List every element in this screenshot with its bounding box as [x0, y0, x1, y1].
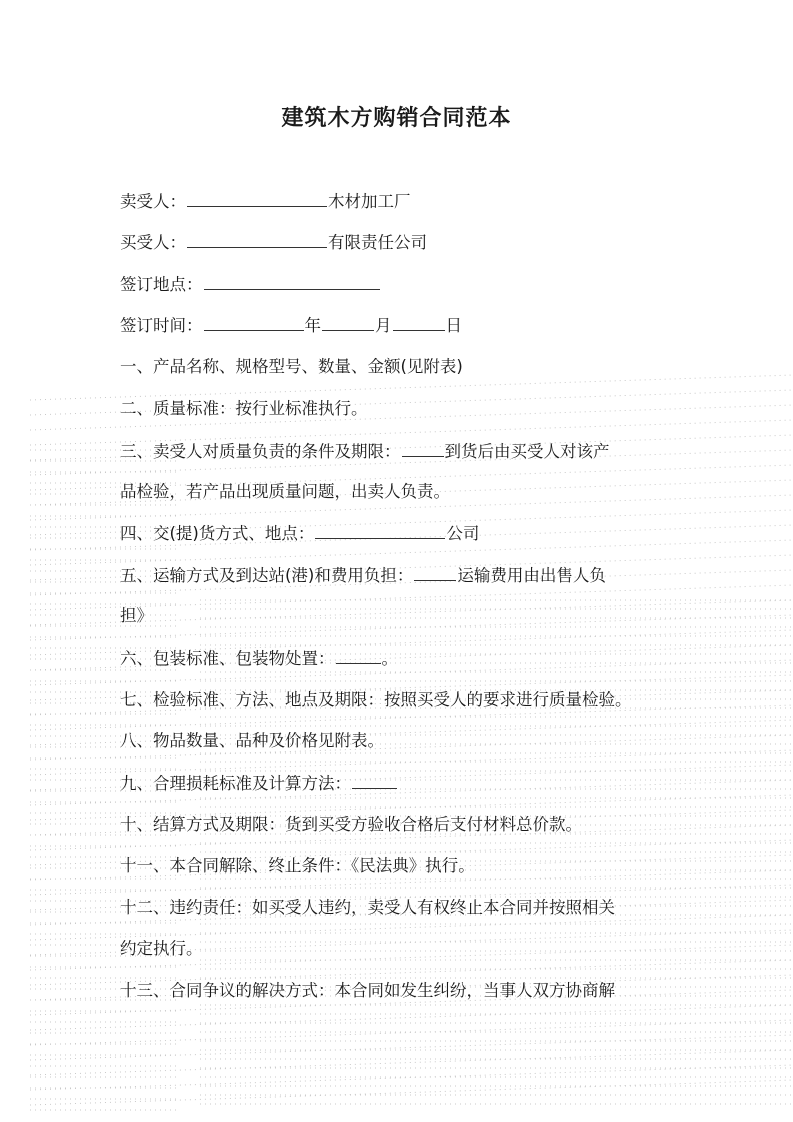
clause-6-blank[interactable]: [336, 647, 381, 664]
signing-place-line: [120, 273, 680, 296]
day-label: 日: [445, 316, 462, 335]
clause-6-text: 六、包装标准、包装物处置：: [120, 649, 335, 668]
signing-place-label: 签订地点：: [120, 275, 203, 294]
seller-label: 卖受人：: [120, 192, 186, 211]
year-blank[interactable]: [204, 314, 304, 331]
clause-3-text: 三、卖受人对质量负责的条件及期限：: [120, 442, 401, 461]
document-title: 建筑木方购销合同范本: [281, 106, 512, 131]
clause-12: 十二、违约责任：如买受人违约，卖受人有权终止本合同并按照相关: [120, 898, 615, 917]
month-label: 月: [375, 316, 392, 335]
clause-8: 八、物品数量、品种及价格见附表。: [120, 731, 384, 750]
clause-11: 十一、本合同解除、终止条件：《民法典》执行。: [120, 856, 475, 875]
clause-5: [120, 564, 680, 587]
clause-4-text-after: 公司: [446, 524, 480, 543]
year-label: 年: [304, 316, 321, 335]
clause-5-text-after: 运输费用由出售人负: [457, 566, 606, 585]
clause-4-text: 四、交(提)货方式、地点：: [120, 524, 315, 543]
buyer-name-blank[interactable]: [187, 231, 327, 248]
buyer-line: [120, 231, 680, 254]
seller-name-blank[interactable]: [187, 190, 327, 207]
clause-1: 一、产品名称、规格型号、数量、金额(见附表): [120, 357, 463, 376]
month-blank[interactable]: [322, 314, 374, 331]
buyer-label: 买受人：: [120, 233, 186, 252]
buyer-suffix: 有限责任公司: [328, 233, 427, 252]
clause-4: [120, 522, 680, 545]
signing-time-label: 签订时间：: [120, 316, 203, 335]
signing-time-line: [120, 314, 680, 337]
clause-4-blank[interactable]: [315, 522, 445, 539]
clause-6: [120, 647, 680, 670]
clause-13: 十三、合同争议的解决方式：本合同如发生纠纷，当事人双方协商解: [120, 981, 615, 1000]
clause-3: [120, 440, 680, 463]
seller-line: [120, 190, 680, 213]
seller-suffix: 木材加工厂: [328, 192, 411, 211]
clause-3-continued: 品检验，若产品出现质量问题，出卖人负责。: [120, 482, 450, 501]
day-blank[interactable]: [393, 314, 445, 331]
clause-5-blank[interactable]: [414, 564, 456, 581]
clause-5-continued: 担》: [120, 606, 153, 625]
clause-3-text-after: 到货后由买受人对该产: [444, 442, 610, 461]
clause-2: 二、质量标准：按行业标准执行。: [120, 399, 368, 418]
signing-place-blank[interactable]: [204, 273, 380, 290]
clause-6-text-after: 。: [381, 649, 398, 668]
clause-3-blank[interactable]: [402, 440, 444, 457]
clause-10: 十、结算方式及期限：货到买受方验收合格后支付材料总价款。: [120, 815, 582, 834]
clause-5-text: 五、运输方式及到达站(港)和费用负担：: [120, 566, 414, 585]
clause-9: [120, 772, 680, 795]
clause-9-blank[interactable]: [352, 772, 397, 789]
clause-9-text: 九、合理损耗标准及计算方法：: [120, 774, 351, 793]
clause-12-continued: 约定执行。: [120, 939, 203, 958]
clause-7: 七、检验标准、方法、地点及期限：按照买受人的要求进行质量检验。: [120, 690, 632, 709]
